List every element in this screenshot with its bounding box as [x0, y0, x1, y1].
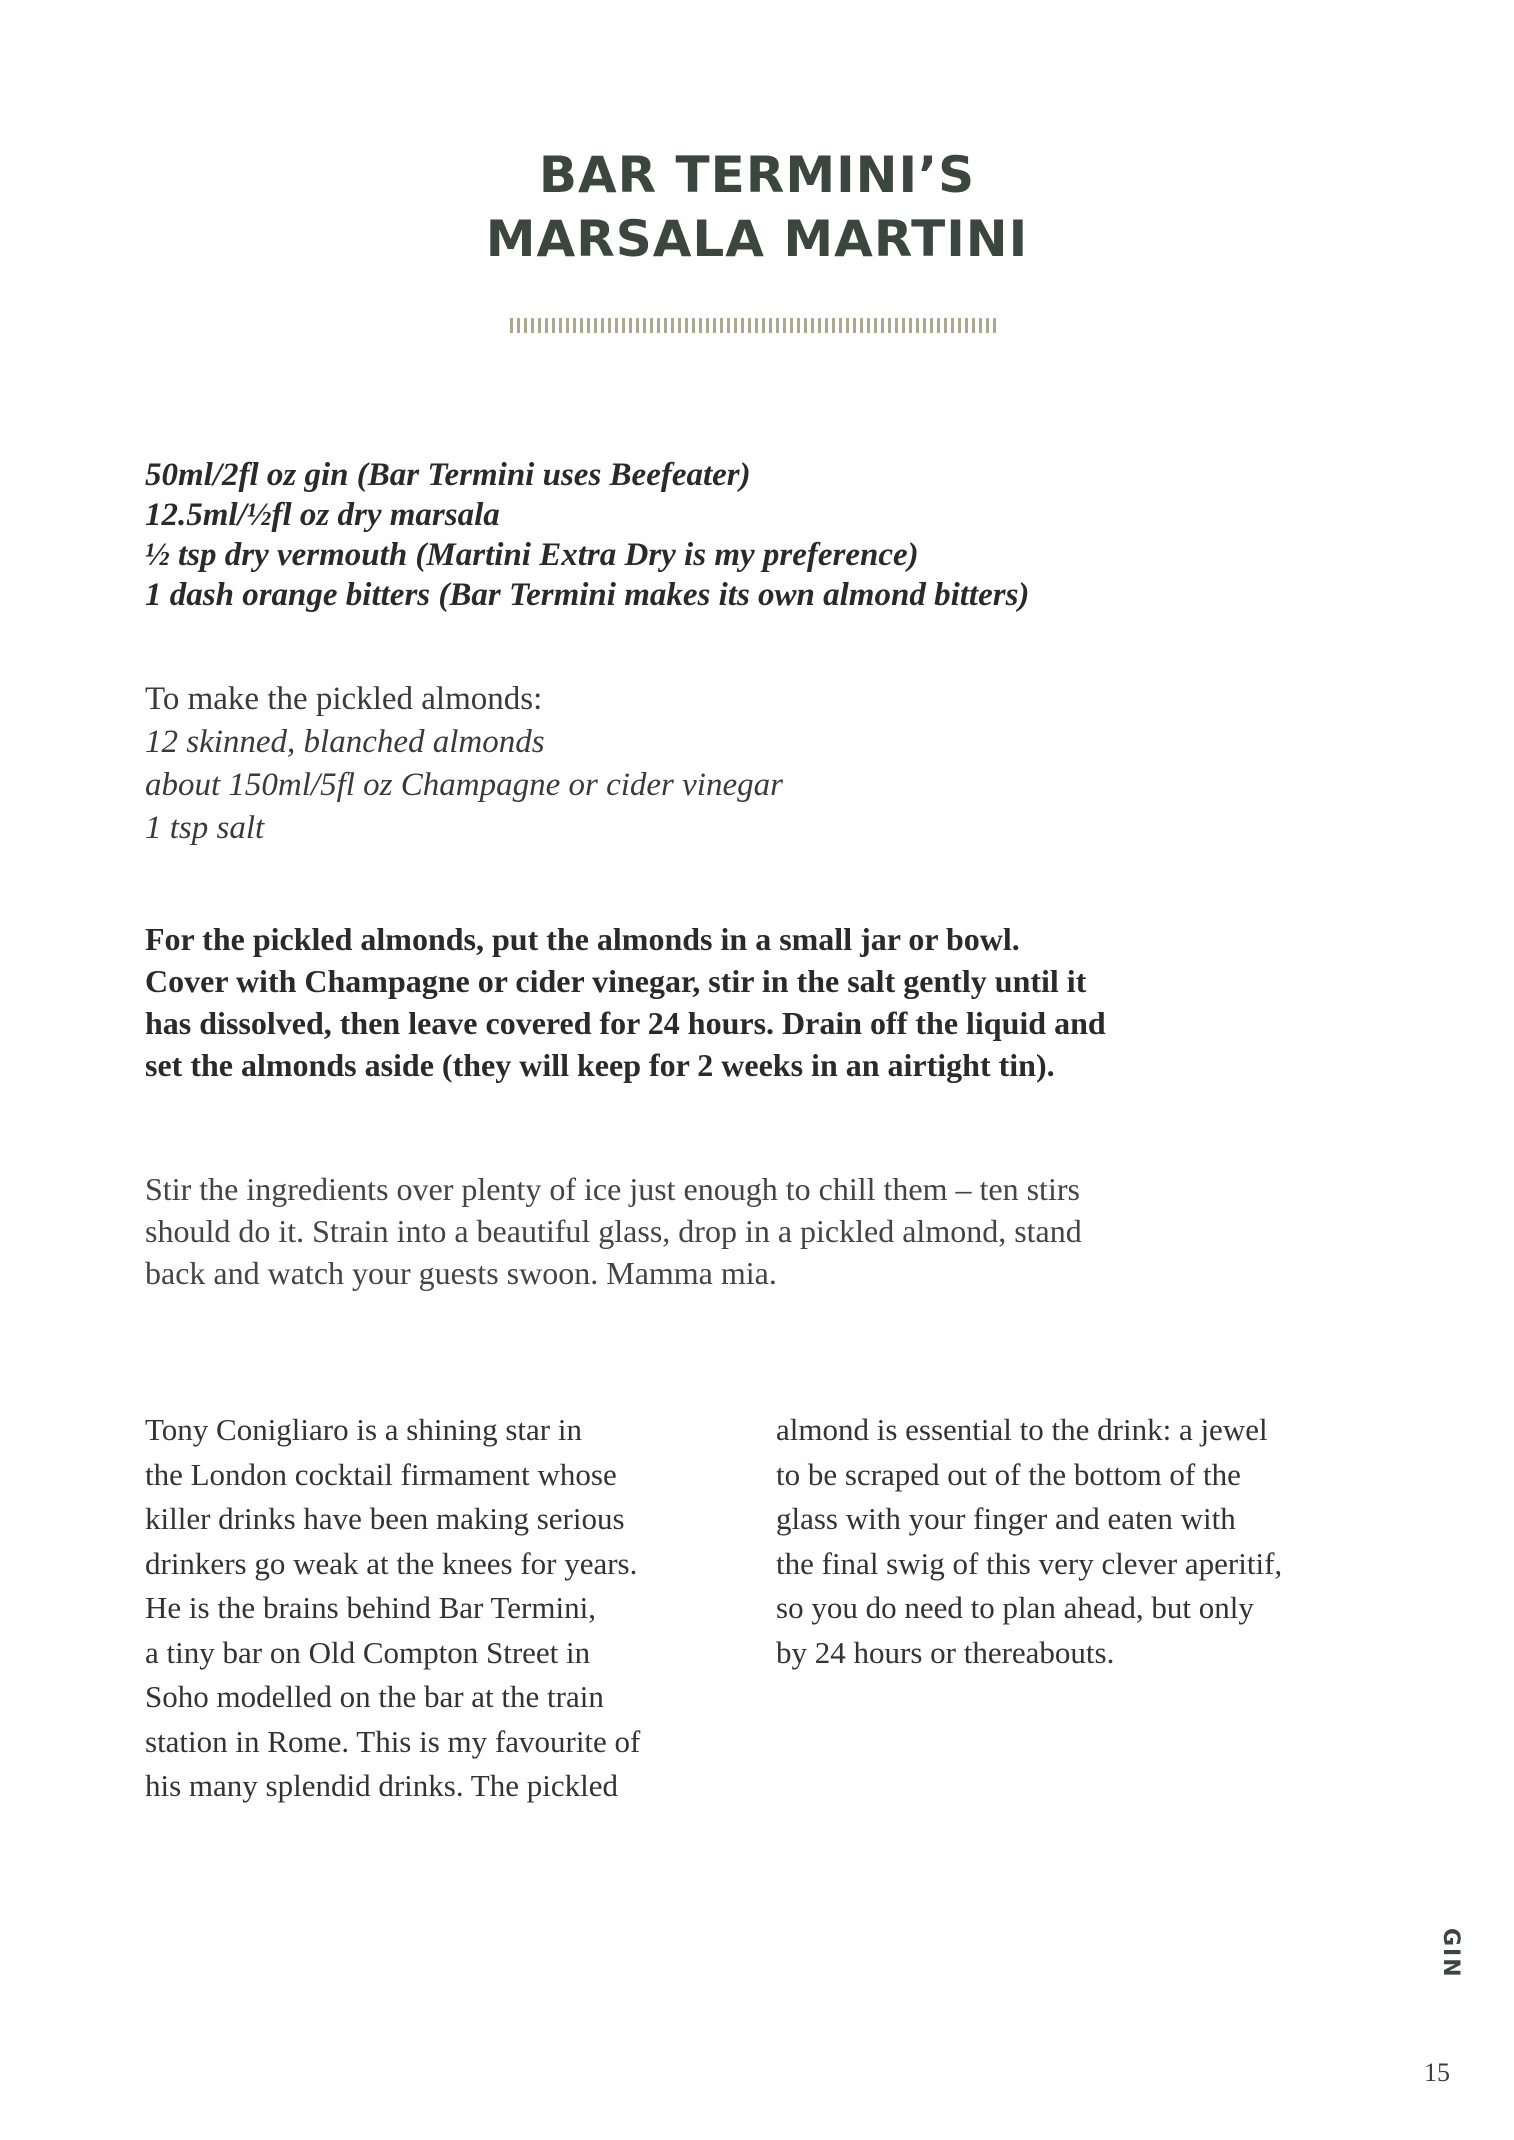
text-line: the final swig of this very clever aperitif, [776, 1545, 1283, 1581]
text-line: He is the brains behind Bar Termini, [145, 1590, 596, 1625]
pickled-almonds-heading: To make the pickled almonds: [145, 681, 543, 717]
pickled-almonds-list [145, 678, 783, 850]
text-line: his many splendid drinks. The pickled [145, 1768, 618, 1803]
text-line: to be scraped out of the bottom of the [776, 1456, 1241, 1492]
text-line: by 24 hours or thereabouts. [776, 1634, 1115, 1670]
ingredient-item: 12.5ml/½fl oz dry marsala [145, 497, 500, 533]
text-line: Cover with Champagne or cider vinegar, stir in the salt gently until it [145, 963, 1087, 999]
ingredient-item: 50ml/2fl oz gin (Bar Termini uses Beefeater) [145, 457, 751, 493]
text-line: station in Rome. This is my favourite of [145, 1723, 641, 1759]
text-line: Stir the ingredients over plenty of ice just enough to chill them – ten stirs [145, 1171, 1080, 1207]
decorative-rule [510, 318, 998, 333]
text-line: a tiny bar on Old Compton Street in [145, 1634, 591, 1670]
method-stir-paragraph [145, 1168, 1345, 1294]
recipe-title-line-1: BAR TERMINI’S [538, 146, 976, 204]
method-almonds-paragraph [145, 918, 1345, 1086]
text-line: Tony Conigliaro is a shining star in [145, 1412, 582, 1447]
text-line: set the almonds aside (they will keep for 2 weeks in an airtight tin). [145, 1047, 1055, 1083]
ingredient-item: ½ tsp dry vermouth (Martini Extra Dry is my preference) [145, 537, 919, 573]
intro-right-column [776, 1408, 1376, 1675]
text-line: back and watch your guests swoon. Mamma mia. [145, 1255, 777, 1291]
page-number: 15 [1424, 2058, 1450, 2087]
text-line: glass with your finger and eaten with [776, 1501, 1236, 1536]
text-line: so you do need to plan ahead, but only [776, 1590, 1254, 1625]
section-tab: GIN [1438, 1928, 1463, 1979]
ingredient-list [145, 455, 1029, 615]
pickled-almonds-item: about 150ml/5fl oz Champagne or cider vinegar [145, 767, 783, 803]
text-line: drinkers go weak at the knees for years. [145, 1545, 638, 1581]
text-line: almond is essential to the drink: a jewel [776, 1412, 1268, 1447]
pickled-almonds-item: 1 tsp salt [145, 810, 265, 846]
text-line: killer drinks have been making serious [145, 1501, 625, 1536]
text-line: Soho modelled on the bar at the train [145, 1679, 604, 1714]
pickled-almonds-item: 12 skinned, blanched almonds [145, 724, 545, 760]
text-line: For the pickled almonds, put the almonds in a small jar or bowl. [145, 921, 1020, 957]
text-line: should do it. Strain into a beautiful glass, drop in a pickled almond, stand [145, 1213, 1082, 1249]
text-line: has dissolved, then leave covered for 24 hours. Drain off the liquid and [145, 1005, 1106, 1041]
ingredient-item: 1 dash orange bitters (Bar Termini makes its own almond bitters) [145, 577, 1030, 613]
recipe-title-line-2: MARSALA MARTINI [485, 210, 1029, 268]
intro-left-column [145, 1408, 745, 1809]
text-line: the London cocktail firmament whose [145, 1456, 617, 1492]
